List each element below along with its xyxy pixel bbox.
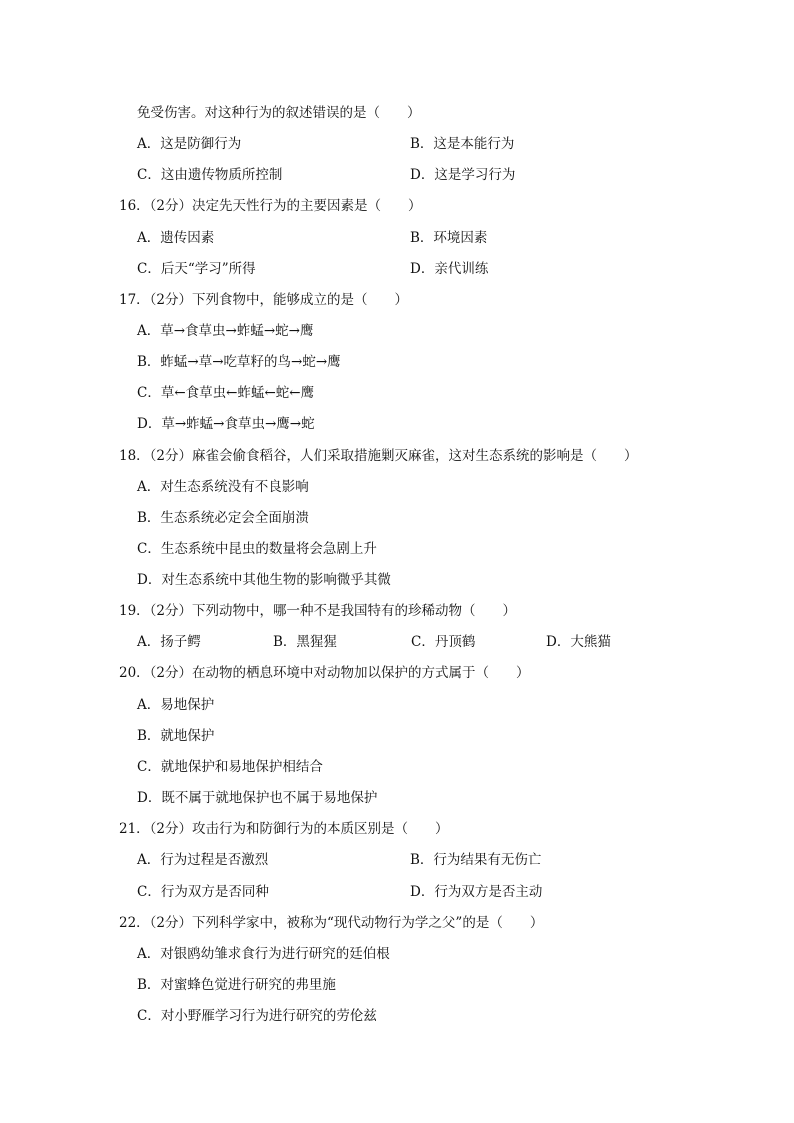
q21-option-d: D．行为双方是否主动 <box>410 884 543 900</box>
q21-option-b: B．行为结果有无伤亡 <box>410 852 542 868</box>
question-16-stem: 16．（2分）决定先天性行为的主要因素是（ ） <box>119 198 422 214</box>
q22-option-b: B．对蜜蜂色觉进行研究的弗里施 <box>137 977 336 993</box>
q18-option-b: B．生态系统必定会全面崩溃 <box>137 510 309 526</box>
q17-option-d: D．草→蚱蜢→食草虫→鹰→蛇 <box>137 416 315 432</box>
q15-option-c: C．这由遗传物质所控制 <box>137 167 283 183</box>
question-17-stem: 17．（2分）下列食物中，能够成立的是（ ） <box>119 292 409 308</box>
q20-option-b: B．就地保护 <box>137 728 215 744</box>
q19-option-a: A．扬子鳄 <box>137 634 201 650</box>
q18-option-a: A．对生态系统没有不良影响 <box>137 479 309 495</box>
q17-option-b: B．蚱蜢→草→吃草籽的鸟→蛇→鹰 <box>137 354 341 370</box>
q17-option-c: C．草←食草虫←蚱蜢←蛇←鹰 <box>137 385 315 401</box>
q16-option-b: B．环境因素 <box>410 230 488 246</box>
q20-option-a: A．易地保护 <box>137 697 215 713</box>
q16-option-c: C．后天“学习”所得 <box>137 261 256 277</box>
q18-option-d: D．对生态系统中其他生物的影响微乎其微 <box>137 572 391 588</box>
q19-option-c: C．丹顶鹤 <box>411 634 476 650</box>
question-15-continuation: 免受伤害。对这种行为的叙述错误的是（ ） <box>137 105 421 121</box>
q17-option-a: A．草→食草虫→蚱蜢→蛇→鹰 <box>137 323 314 339</box>
q20-option-d: D．既不属于就地保护也不属于易地保护 <box>137 790 378 806</box>
q20-option-c: C．就地保护和易地保护相结合 <box>137 759 323 775</box>
q15-option-d: D．这是学习行为 <box>410 167 516 183</box>
q16-option-a: A．遗传因素 <box>137 230 215 246</box>
q21-option-a: A．行为过程是否激烈 <box>137 852 269 868</box>
question-21-stem: 21．（2分）攻击行为和防御行为的本质区别是（ ） <box>119 821 449 837</box>
q15-option-a: A．这是防御行为 <box>137 136 242 152</box>
q22-option-c: C．对小野雁学习行为进行研究的劳伦兹 <box>137 1008 377 1024</box>
q22-option-a: A．对银鸥幼雏求食行为进行研究的廷伯根 <box>137 946 390 962</box>
q18-option-c: C．生态系统中昆虫的数量将会急剧上升 <box>137 541 377 557</box>
question-22-stem: 22．（2分）下列科学家中，被称为“现代动物行为学之父”的是（ ） <box>119 915 544 931</box>
q19-option-b: B．黑猩猩 <box>273 634 337 650</box>
q21-option-c: C．行为双方是否同种 <box>137 884 269 900</box>
q16-option-d: D．亲代训练 <box>410 261 489 277</box>
question-20-stem: 20．（2分）在动物的栖息环境中对动物加以保护的方式属于（ ） <box>119 665 530 681</box>
question-18-stem: 18．（2分）麻雀会偷食稻谷，人们采取措施剿灭麻雀，这对生态系统的影响是（ ） <box>119 448 638 464</box>
question-19-stem: 19．（2分）下列动物中，哪一种不是我国特有的珍稀动物（ ） <box>119 603 517 619</box>
q15-option-b: B．这是本能行为 <box>410 136 515 152</box>
q19-option-d: D．大熊猫 <box>546 634 611 650</box>
